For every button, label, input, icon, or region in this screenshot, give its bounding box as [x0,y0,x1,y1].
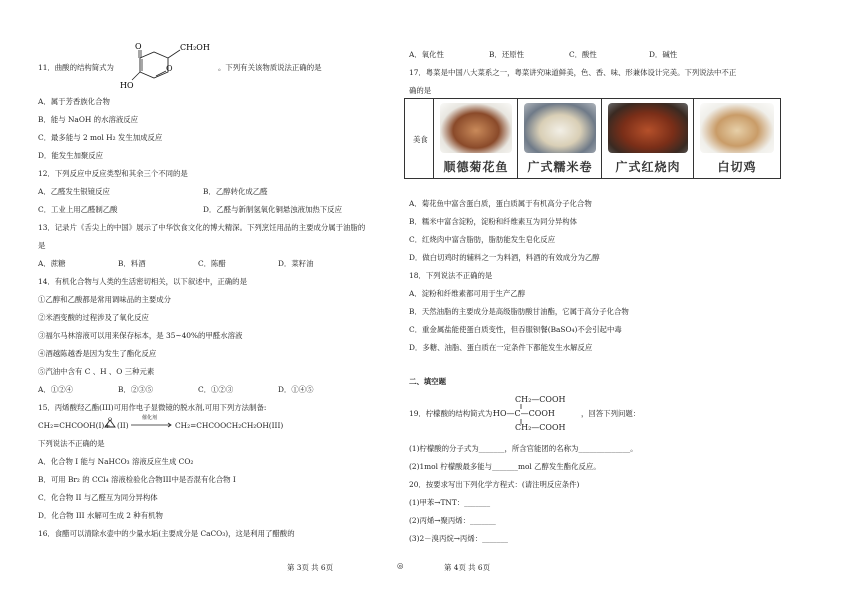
q12-option-c: C．工业上用乙醛制乙酸 [38,205,118,214]
q19-sub2: (2)1mol 柠檬酸最多能与_______mol 乙醇发生酯化反应。 [409,462,601,471]
food-name-1: 顺德菊花鱼 [443,160,509,174]
ketone-o: O [135,42,142,51]
food-cell-2 [517,99,602,178]
q15-option-a: A．化合物 I 能与 NaHCO₃ 溶液反应生成 CO₂ [38,457,194,466]
q17-option-d: D．做白切鸡时的辅料之一为料酒，料酒的有效成分为乙醇 [409,253,600,262]
kojic-acid-structure [118,40,218,92]
glutinous-rice-roll-image [524,103,596,153]
q14-option-b: B．②③⑤ [118,385,153,394]
q14-item-5: ⑤汽油中含有 C 、H 、O 三种元素 [38,367,155,376]
q17-stem-line1: 17．粤菜是中国八大菜系之一，粤菜讲究味道鲜美，色、香、味、形兼体设计完美。下列说法中不正 [409,68,737,77]
q20-item-1: (1)甲苯→TNT：_______ [409,498,491,507]
citric-top: CH₂—COOH [515,395,566,404]
q12-option-b: B．乙醇转化成乙醛 [203,187,268,196]
ho-group: HO [120,81,134,90]
q11-option-d: D．能发生加聚反应 [38,151,104,160]
q13-option-a: A．蔗糖 [38,259,66,268]
q18-stem: 18．下列说法不正确的是 [409,271,493,280]
ethylene-oxide-icon [103,417,117,429]
q14-item-1: ①乙醇和乙酸都是常用调味品的主要成分 [38,295,172,304]
q16-option-b: B．还原性 [489,50,524,59]
q13-option-d: D．菜籽油 [278,259,314,268]
q12-stem: 12．下列反应中反应类型和其余三个不同的是 [38,169,188,178]
q13-stem-line2: 是 [38,241,46,250]
q19-sub1: (1)柠檬酸的分子式为_______，所含官能团的名称为______________。 [409,444,638,453]
food-name-4: 白切鸡 [717,160,757,174]
q11-option-a: A．属于芳香族化合物 [38,97,110,106]
q15-reaction-right: CH₂=CHCOOCH₂CH₂OH(III) [175,421,284,430]
q17-stem-line2: 确的是 [409,86,432,95]
q18-option-a: A．淀粉和纤维素都可用于生产乙醇 [409,289,526,298]
q14-option-a: A．①②④ [38,385,73,394]
q19-prefix: 19．柠檬酸的结构简式为： [409,409,500,418]
braised-pork-image [608,103,688,153]
q13-option-b: B．料酒 [118,259,146,268]
q15-reaction-mid: (II) [117,421,129,430]
svg-text:O: O [108,417,113,423]
ring-o: O [166,64,173,73]
food-cell-3 [601,99,694,178]
q11-option-b: B．能与 NaOH 的水溶液反应 [38,115,139,124]
q18-option-d: D．多糖、油脂、蛋白质在一定条件下都能发生水解反应 [409,343,593,352]
q16-stem: 16．食醋可以清除水壶中的少量水垢(主要成分是 CaCO₃)，这是利用了醋酸的 [38,529,295,538]
q20-item-2: (2)丙烯→聚丙烯：_______ [409,516,496,525]
q14-option-d: D．①④⑤ [278,385,314,394]
q13-option-c: C．陈醋 [198,259,226,268]
food-table [404,98,781,179]
reaction-arrow-icon [131,422,173,428]
q16-option-d: D．碱性 [649,50,678,59]
food-name-3: 广式红烧肉 [615,160,681,174]
q14-option-c: C．①②③ [198,385,234,394]
food-name-2: 广式糯米卷 [527,160,593,174]
citric-bonds [518,404,524,426]
q12-option-d: D．乙醛与新制氢氧化铜悬浊液加热下反应 [203,205,342,214]
q15-option-c: C．化合物 II 与乙醛互为同分异构体 [38,493,158,502]
q14-item-4: ④酒越陈越香是因为发生了酯化反应 [38,349,157,358]
q15-ask: 下列说法不正确的是 [38,439,105,448]
q11-prefix: 11．曲酸的结构简式为 [38,63,114,72]
q12-option-a: A．乙醛发生银镜反应 [38,187,110,196]
q20-item-3: (3)2－溴丙烷→丙烯：_______ [409,534,508,543]
q11-suffix: 。下列有关该物质说法正确的是 [218,63,322,72]
q17-option-b: B．糯米中富含淀粉，淀粉和纤维素互为同分异构体 [409,217,578,226]
q18-option-b: B．天然油脂的主要成分是高级脂肪酸甘油酯，它属于高分子化合物 [409,307,629,316]
q17-option-a: A．菊花鱼中富含蛋白质，蛋白质属于有机高分子化合物 [409,199,592,208]
q13-stem-line1: 13．记录片《舌尖上的中国》展示了中华饮食文化的博大精深。下列烹饪用品的主要成分属于油脂的 [38,223,366,232]
chrysanthemum-fish-image [440,103,512,153]
food-table-label: 美食 [413,135,428,144]
q14-item-3: ③福尔马林溶液可以用来保存标本，是 35~40%的甲醛水溶液 [38,331,243,340]
q15-catalyst: 催化剂 [142,415,158,421]
section-title-fill-in: 二、填空题 [409,377,446,386]
white-cut-chicken-image [700,103,774,153]
food-cell-4 [693,99,780,178]
q15-stem: 15．丙烯酸羟乙酯(III)可用作电子显微镜的脱水剂,可用下列方法制备: [38,403,267,412]
q19-suffix: ，回答下列问题： [581,409,641,418]
center-mark: ◎ [397,561,404,570]
page-footer-4: 第 4页 共 6页 [444,563,491,572]
q14-stem: 14．有机化合物与人类的生活密切相关，以下叙述中，正确的是 [38,277,247,286]
q16-option-a: A．氧化性 [409,50,444,59]
page-footer-3: 第 3页 共 6页 [287,563,334,572]
food-cell-1 [433,99,518,178]
q14-item-2: ②米酒变酸的过程涉及了氧化反应 [38,313,149,322]
q15-reaction-left: CH₂=CHCOOH(I)+ [38,421,111,430]
citric-bottom: CH₂—COOH [515,423,566,432]
q16-option-c: C．酸性 [569,50,597,59]
q11-option-c: C．最多能与 2 mol H₂ 发生加成反应 [38,133,163,142]
q17-option-c: C．红烧肉中富含脂肪，脂肪能发生皂化反应 [409,235,556,244]
q18-option-c: C．重金属盐能使蛋白质变性，但吞服钡餐(BaSO₄)不会引起中毒 [409,325,622,334]
q20-stem: 20．按要求写出下列化学方程式：(请注明反应条件) [409,480,580,489]
q15-option-d: D．化合物 III 水解可生成 2 种有机物 [38,511,163,520]
ch2oh: CH₂OH [180,43,210,52]
q15-option-b: B．可用 Br₂ 的 CCl₄ 溶液检验化合物III中是否混有化合物 I [38,475,236,484]
citric-mid: HO—C—COOH [493,409,555,418]
